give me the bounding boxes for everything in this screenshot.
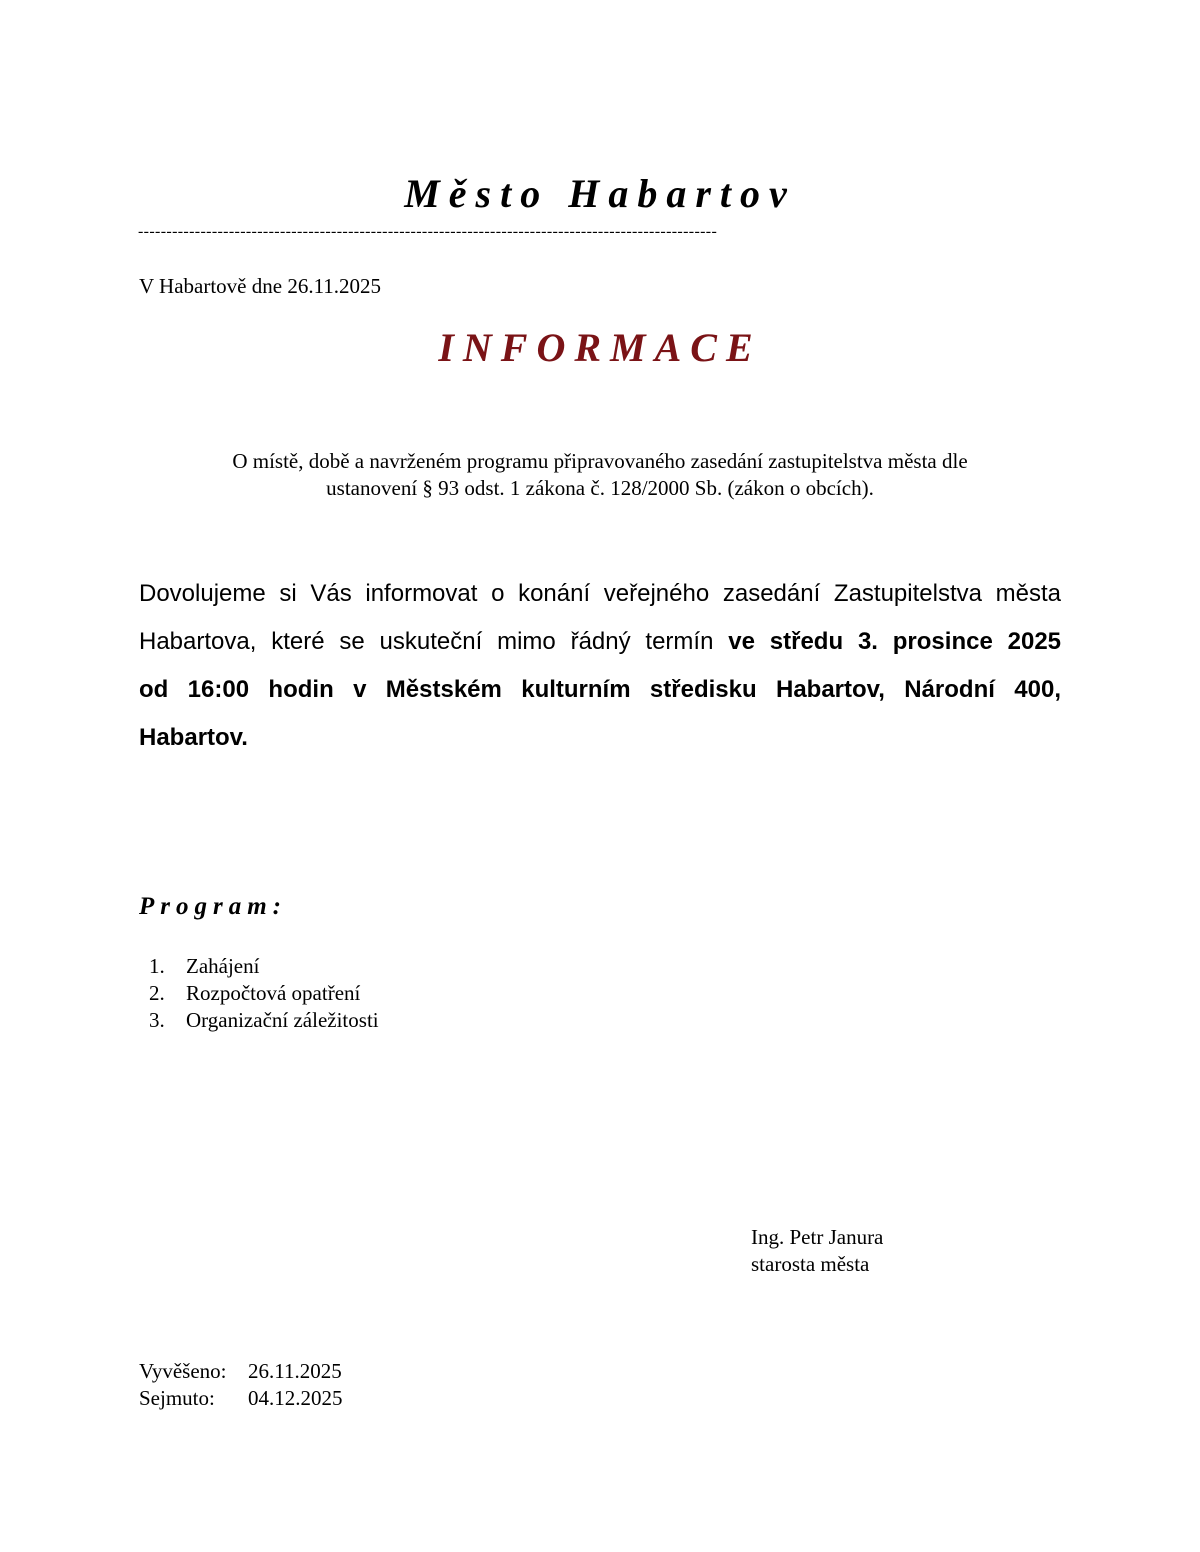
posted-label: Vyvěšeno: [139,1359,227,1383]
list-item [149,980,379,1007]
body-line-4 [139,714,1061,762]
intro-paragraph [140,448,1060,502]
header-divider: ------------------------------------------------------------------------------------------------------ [138,223,718,240]
body-line-3 [139,666,1061,714]
meeting-time-place: od 16:00 hodin v Městském kulturním středisku Habartov, Národní 400, [139,676,1061,703]
intro-line-2: ustanovení § 93 odst. 1 zákona č. 128/2000 Sb. (zákon o obcích). [326,476,874,500]
removed-row [139,1385,343,1412]
meeting-date: ve středu 3. prosince 2025 [728,628,1061,655]
program-title: Program: [139,893,287,920]
list-item-number: 2. [149,981,165,1005]
removed-date: 04.12.2025 [248,1386,343,1410]
posted-date: 26.11.2025 [248,1359,342,1383]
signature-block [751,1224,883,1278]
list-item [149,953,379,980]
meeting-town: Habartov. [139,724,248,751]
list-item-label: Rozpočtová opatření [186,981,361,1005]
date-line: V Habartově dne 26.11.2025 [139,274,382,298]
program-list [149,953,379,1034]
list-item [149,1007,379,1034]
body-line-2 [139,618,1061,666]
signatory-role: starosta města [751,1252,870,1276]
list-item-label: Zahájení [186,954,260,978]
body-paragraph [139,570,1061,762]
list-item-number: 3. [149,1008,165,1032]
removed-label: Sejmuto: [139,1386,215,1410]
document-heading: INFORMACE [438,325,762,370]
signatory-name: Ing. Petr Janura [751,1225,884,1249]
intro-line-1: O místě, době a navrženém programu připravovaného zasedání zastupitelstva města dle [232,449,968,473]
posting-info [139,1358,343,1412]
posted-row [139,1358,343,1385]
city-title: Město Habartov [404,171,796,216]
list-item-number: 1. [149,954,165,978]
body-line-2-plain: Habartova, které se uskuteční mimo řádný termín [139,628,729,655]
body-line-1: Dovolujeme si Vás informovat o konání veřejného zasedání Zastupitelstva města [139,580,1061,607]
list-item-label: Organizační záležitosti [186,1008,379,1032]
